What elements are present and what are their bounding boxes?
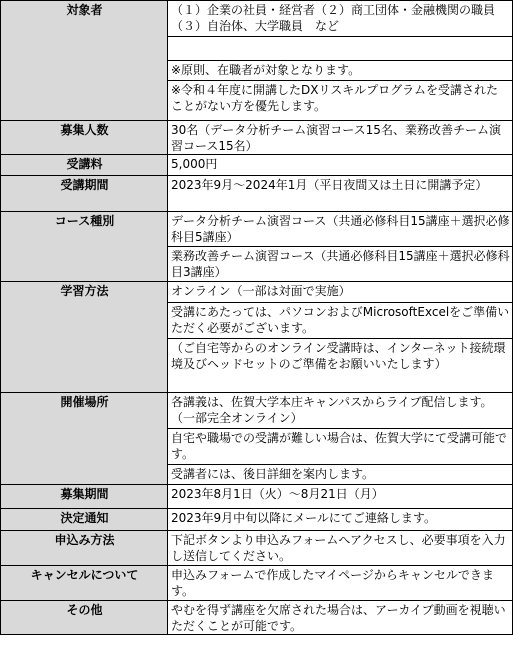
row-value: データ分析チーム演習コース（共通必修科目15講座＋選択必修科目5講座） xyxy=(168,212,513,247)
table-row xyxy=(1,121,513,155)
row-label: コース種別 xyxy=(1,212,168,282)
row-label: 受講料 xyxy=(1,155,168,176)
row-label: 学習方法 xyxy=(1,282,168,393)
row-value: 自宅や職場での受講が難しい場合は、佐賀大学にて受講可能です。 xyxy=(168,429,513,465)
row-label: 募集期間 xyxy=(1,485,168,509)
table-row xyxy=(1,155,513,176)
table-row xyxy=(1,212,513,247)
row-label: その他 xyxy=(1,601,168,635)
row-label: 申込み方法 xyxy=(1,531,168,566)
row-label: 受講期間 xyxy=(1,176,168,212)
row-label: 決定通知 xyxy=(1,509,168,531)
row-label: 開催場所 xyxy=(1,393,168,485)
table-row xyxy=(1,176,513,212)
row-value: 業務改善チーム演習コース（共通必修科目15講座＋選択必修科目3講座） xyxy=(168,247,513,282)
row-value: 各講義は、佐賀大学本庄キャンパスからライブ配信します。（一部完全オンライン） xyxy=(168,393,513,429)
row-value: 下記ボタンより申込みフォームへアクセスし、必要事項を入力し送信してください。 xyxy=(168,531,513,566)
table-row xyxy=(1,509,513,531)
row-value: 2023年9月～2024年1月（平日夜間又は土日に開講予定） xyxy=(168,176,513,212)
row-value: オンライン（一部は対面で実施） xyxy=(168,282,513,303)
table-row xyxy=(1,601,513,635)
row-value: やむを得ず講座を欠席された場合は、アーカイブ動画を視聴いただくことが可能です。 xyxy=(168,601,513,635)
row-value: 5,000円 xyxy=(168,155,513,176)
row-value: ※令和４年度に開講したDXリスキルプログラムを受講されたことがない方を優先します。 xyxy=(168,81,513,121)
row-value: 2023年9月中旬以降にメールにてご連絡します。 xyxy=(168,509,513,531)
row-value: 2023年8月1日（火）～8月21日（月） xyxy=(168,485,513,509)
row-label: キャンセルについて xyxy=(1,566,168,601)
table-row xyxy=(1,393,513,429)
table-row xyxy=(1,566,513,601)
table-row xyxy=(1,485,513,509)
row-value xyxy=(168,37,513,61)
row-value: （ご自宅等からのオンライン受講時は、インターネット接続環境及びヘッドセットのご準備をお願いいたします） xyxy=(168,339,513,393)
table-row xyxy=(1,1,513,37)
table-row xyxy=(1,531,513,566)
row-label: 対象者 xyxy=(1,1,168,121)
row-value: 30名（データ分析チーム演習コース15名、業務改善チーム演習コース15名） xyxy=(168,121,513,155)
row-value: （１）企業の社員・経営者（２）商工団体・金融機関の職員（３）自治体、大学職員 など xyxy=(168,1,513,37)
row-label: 募集人数 xyxy=(1,121,168,155)
row-value: 受講にあたっては、パソコンおよびMicrosoftExcelをご準備いただく必要がございます。 xyxy=(168,303,513,339)
row-value: ※原則、在職者が対象となります。 xyxy=(168,61,513,81)
row-value: 申込みフォームで作成したマイページからキャンセルできます。 xyxy=(168,566,513,601)
row-value: 受講者には、後日詳細を案内します。 xyxy=(168,465,513,485)
table-row xyxy=(1,282,513,303)
